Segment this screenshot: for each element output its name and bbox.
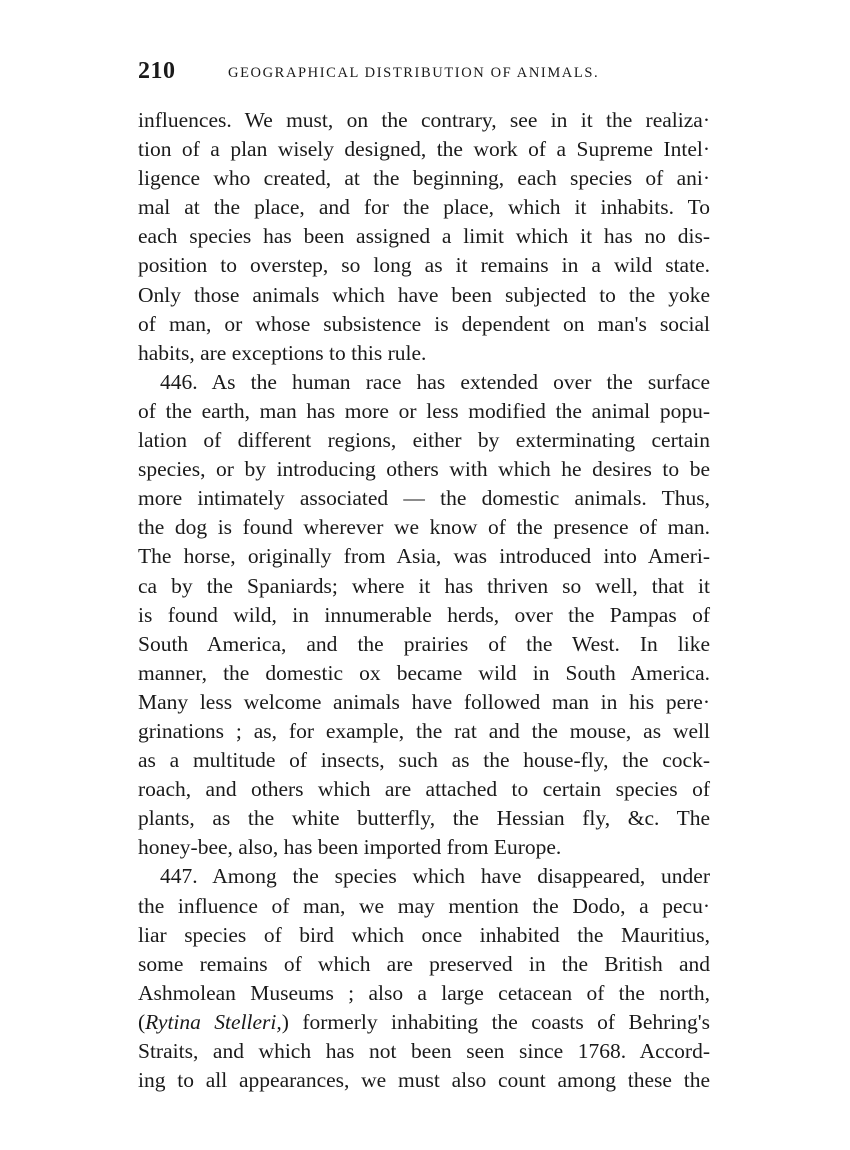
text-line: more intimately associated — the domestic animals. Thus, — [138, 486, 710, 511]
text-line: ligence who created, at the beginning, each species of ani· — [138, 166, 710, 191]
page-number: 210 — [138, 58, 176, 84]
text-line: plants, as the white butterfly, the Hessian fly, &c. The — [138, 806, 710, 831]
text-line: position to overstep, so long as it remains in a wild state. — [138, 253, 710, 278]
text-line: the influence of man, we may mention the Dodo, a pecu· — [138, 893, 710, 918]
paragraph-end-line: habits, are exceptions to this rule. — [138, 340, 427, 365]
text-line: tion of a plan wisely designed, the work of a Supreme Intel· — [138, 137, 710, 162]
text-line: the dog is found wherever we know of the presence of man. — [138, 515, 710, 540]
text-line: ca by the Spaniards; where it has thriven so well, that it — [138, 573, 710, 598]
text-line: Many less welcome animals have followed man in his pere· — [138, 689, 710, 714]
species-name: Rytina Stelleri, — [145, 1009, 282, 1034]
text-line: of man, or whose subsistence is dependent on man's social — [138, 311, 710, 336]
text-line: manner, the domestic ox became wild in South America. — [138, 660, 710, 685]
text-line-with-species-name — [138, 1008, 710, 1037]
body-text — [138, 106, 710, 1095]
text-line: roach, and others which are attached to certain species of — [138, 777, 710, 802]
text-line: South America, and the prairies of the West. In like — [138, 631, 710, 656]
text-line: liar species of bird which once inhabited the Mauritius, — [138, 922, 710, 947]
text-line: ing to all appearances, we must also count among these the — [138, 1068, 710, 1093]
text-line: influences. We must, on the contrary, see in it the realiza· — [138, 108, 710, 132]
text-line: as a multitude of insects, such as the house-fly, the cock- — [138, 748, 710, 773]
text-line: The horse, originally from Asia, was introduced into Ameri- — [138, 544, 710, 569]
text-line: Ashmolean Museums ; also a large cetacean of the north, — [138, 980, 710, 1005]
text-line: is found wild, in innumerable herds, over the Pampas of — [138, 602, 710, 627]
text-line: grinations ; as, for example, the rat and the mouse, as well — [138, 718, 710, 743]
page-header — [138, 58, 710, 92]
paragraph-446-start: 446. As the human race has extended over the surface — [160, 369, 710, 394]
text-line: lation of different regions, either by exterminating certain — [138, 428, 710, 453]
running-head: GEOGRAPHICAL DISTRIBUTION OF ANIMALS. — [228, 65, 600, 81]
text-line: mal at the place, and for the place, which it inhabits. To — [138, 195, 710, 220]
paren-open: ( — [138, 1009, 146, 1034]
text-line: Only those animals which have been subjected to the yoke — [138, 282, 710, 307]
text-line: of the earth, man has more or less modified the animal popu- — [138, 398, 710, 423]
text-line: each species has been assigned a limit which it has no dis- — [138, 224, 710, 249]
paragraph-447-start: 447. Among the species which have disappeared, under — [160, 864, 710, 889]
text-fragment: formerly inhabiting the coasts of Behring's — [302, 1009, 710, 1034]
paren-close: ) — [281, 1009, 289, 1034]
text-line: Straits, and which has not been seen since 1768. Accord- — [138, 1039, 710, 1063]
text-line: some remains of which are preserved in the British and — [138, 951, 710, 976]
text-line: species, or by introducing others with which he desires to be — [138, 457, 710, 482]
paragraph-end-line: honey-bee, also, has been imported from Europe. — [138, 835, 562, 860]
